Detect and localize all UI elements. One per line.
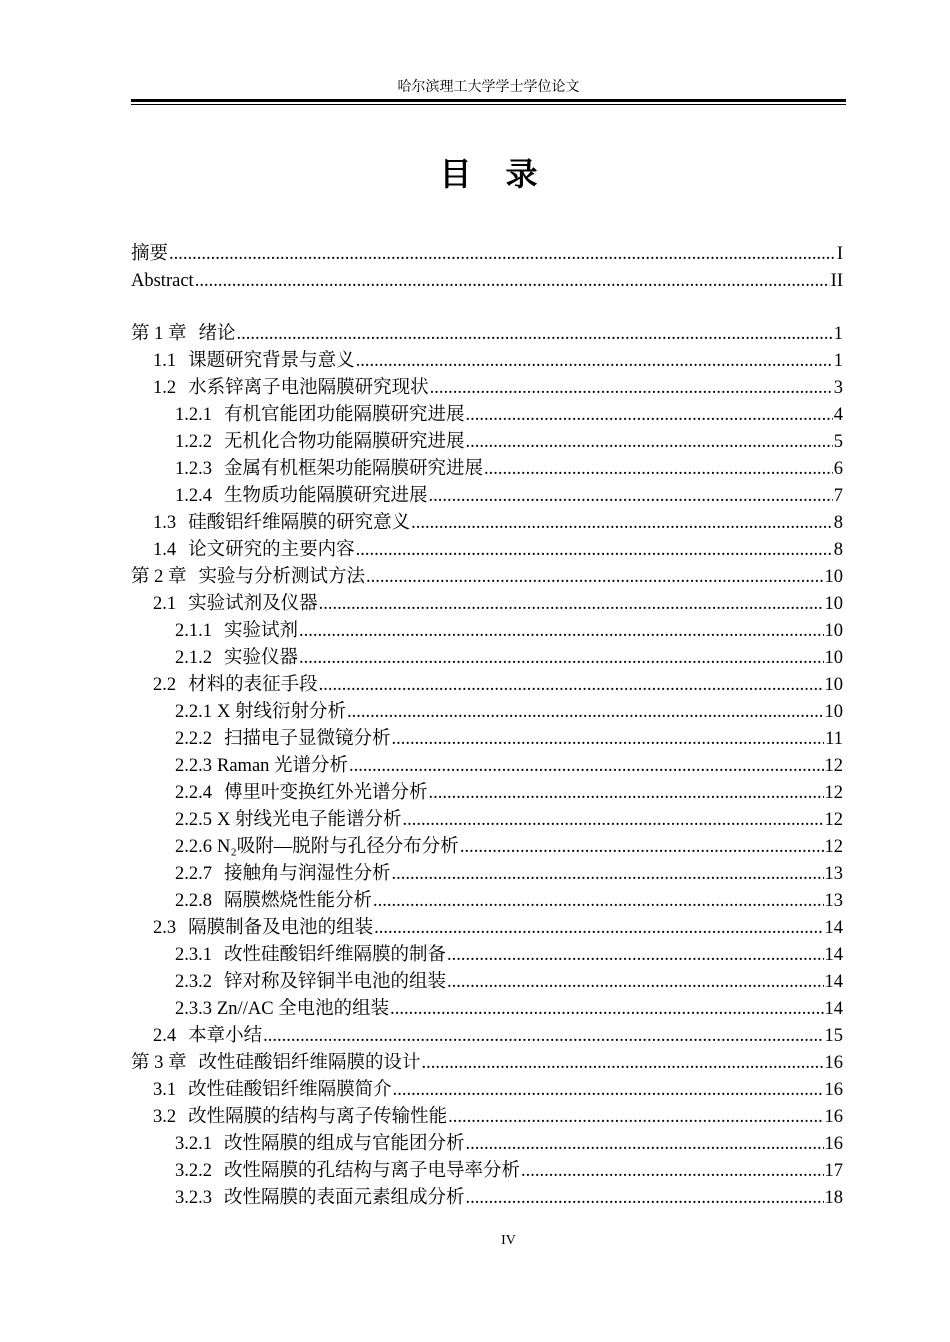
toc-entry[interactable]: [131, 321, 843, 348]
toc-entry-text: [175, 429, 465, 456]
toc-entry-label: 改性硅酸铝纤维隔膜简介: [188, 1080, 392, 1100]
toc-entry-page: I: [836, 244, 843, 264]
toc-entry-number: 2.2: [153, 675, 177, 695]
toc-entry-text: [175, 834, 459, 861]
toc-entry-page: 14: [824, 945, 843, 965]
toc-entry-page: 10: [824, 594, 843, 614]
toc-entry-page: 10: [824, 675, 843, 695]
toc-entry-text: [175, 1158, 520, 1185]
toc-entry-number: 1.3: [153, 513, 177, 533]
toc-entry[interactable]: [131, 483, 843, 510]
toc-entry[interactable]: [131, 375, 843, 402]
toc-entry-text: [175, 726, 391, 753]
toc-entry-label: 摘要: [131, 244, 169, 264]
toc-entry-label: 改性隔膜的表面元素组成分析: [224, 1188, 465, 1208]
toc-entry[interactable]: [131, 726, 843, 753]
toc-entry[interactable]: [131, 1104, 843, 1131]
toc-entry-label: X 射线衍射分析: [217, 702, 346, 722]
toc-entry-number: 1.1: [153, 351, 177, 371]
toc-entry-text: [175, 456, 483, 483]
toc-entry-number: 2.3.2: [175, 972, 212, 992]
toc-dot-leader: [366, 564, 823, 591]
toc-entry-text: [131, 564, 365, 591]
toc-dot-leader: [319, 672, 824, 699]
toc-entry-text: [153, 348, 355, 375]
toc-entry-page: 18: [824, 1188, 843, 1208]
toc-entry-page: 16: [824, 1134, 843, 1154]
toc-entry-label: 无机化合物功能隔膜研究进展: [224, 432, 465, 452]
toc-entry-label: 本章小结: [188, 1026, 263, 1046]
toc-entry-number: 2.3.1: [175, 945, 212, 965]
toc-entry[interactable]: [131, 1185, 843, 1212]
toc-dot-leader: [299, 645, 823, 672]
toc-dot-leader: [390, 996, 823, 1023]
toc-entry-label: 傅里叶变换红外光谱分析: [224, 783, 428, 803]
toc-entry[interactable]: [131, 888, 843, 915]
table-of-contents: [131, 241, 843, 1212]
toc-entry-page: 5: [833, 432, 843, 452]
toc-entry-text: [153, 510, 410, 537]
toc-entry-text: [175, 996, 389, 1023]
toc-entry-text: [175, 1131, 465, 1158]
toc-entry-label: 改性隔膜的孔结构与离子电导率分析: [224, 1161, 521, 1181]
toc-entry-label: 隔膜制备及电池的组装: [188, 918, 374, 938]
toc-entry-text: [175, 402, 465, 429]
toc-entry-label: 接触角与润湿性分析: [224, 864, 391, 884]
toc-entry-page: 16: [824, 1107, 843, 1127]
toc-entry-page: 7: [833, 486, 843, 506]
toc-entry-text: [175, 483, 428, 510]
toc-entry-text: [175, 753, 348, 780]
toc-entry-page: 8: [833, 540, 843, 560]
toc-dot-leader: [466, 429, 833, 456]
toc-dot-leader: [393, 1077, 824, 1104]
toc-dot-leader: [429, 483, 833, 510]
toc-entry-page: 13: [824, 891, 843, 911]
toc-entry[interactable]: [131, 672, 843, 699]
toc-entry[interactable]: [131, 1023, 843, 1050]
toc-entry-page: 3: [833, 378, 843, 398]
toc-entry-number: 2.2.3: [175, 756, 212, 776]
toc-entry-number: 3.2.3: [175, 1188, 212, 1208]
toc-entry[interactable]: [131, 348, 843, 375]
toc-dot-leader: [392, 726, 825, 753]
toc-entry-label: 金属有机框架功能隔膜研究进展: [224, 459, 484, 479]
toc-entry-page: 12: [824, 756, 843, 776]
toc-entry-text: [175, 942, 446, 969]
toc-entry-label: 论文研究的主要内容: [188, 540, 355, 560]
toc-entry-label: 改性硅酸铝纤维隔膜的制备: [224, 945, 447, 965]
toc-dot-leader: [169, 241, 836, 268]
toc-entry-text: [153, 672, 318, 699]
toc-entry-text: [175, 969, 446, 996]
toc-entry-number: 3.2.1: [175, 1134, 212, 1154]
toc-entry-page: 16: [824, 1080, 843, 1100]
toc-entry-number: 2.2.8: [175, 891, 212, 911]
toc-entry-text: [175, 888, 372, 915]
toc-entry-number: 2.2.5: [175, 810, 212, 830]
toc-entry-number: 2.3.3: [175, 999, 212, 1019]
toc-dot-leader: [460, 834, 824, 861]
toc-dot-leader: [356, 348, 833, 375]
toc-entry[interactable]: [131, 699, 843, 726]
toc-entry-page: 12: [824, 810, 843, 830]
toc-entry-page: 10: [824, 567, 843, 587]
toc-dot-leader: [521, 1158, 823, 1185]
toc-entry-number: 第 2 章: [131, 567, 187, 587]
toc-entry-label: 改性隔膜的组成与官能团分析: [224, 1134, 465, 1154]
toc-entry-number: 2.1.1: [175, 621, 212, 641]
toc-entry-page: 11: [825, 729, 843, 749]
toc-dot-leader: [447, 969, 823, 996]
toc-entry-text: [153, 375, 429, 402]
toc-entry-page: 14: [824, 972, 843, 992]
toc-dot-leader: [484, 456, 833, 483]
toc-entry-text: [175, 645, 298, 672]
toc-entry-label: Raman 光谱分析: [217, 756, 349, 776]
toc-entry[interactable]: [131, 268, 843, 295]
toc-entry[interactable]: [131, 618, 843, 645]
toc-entry-number: 第 3 章: [131, 1053, 187, 1073]
toc-entry[interactable]: [131, 807, 843, 834]
toc-entry-label: 扫描电子显微镜分析: [224, 729, 391, 749]
toc-entry-label: 生物质功能隔膜研究进展: [224, 486, 428, 506]
toc-entry-number: 2.2.7: [175, 864, 212, 884]
toc-entry-page: 12: [824, 783, 843, 803]
toc-entry-label: 水系锌离子电池隔膜研究现状: [188, 378, 429, 398]
toc-entry-page: 15: [824, 1026, 843, 1046]
toc-dot-leader: [347, 699, 824, 726]
toc-entry[interactable]: [131, 456, 843, 483]
toc-entry-text: [153, 537, 355, 564]
toc-entry-text: [131, 321, 236, 348]
toc-entry-number: 3.1: [153, 1080, 177, 1100]
toc-entry-page: 12: [824, 837, 843, 857]
toc-entry[interactable]: [131, 834, 843, 861]
toc-entry-page: 10: [824, 702, 843, 722]
toc-dot-leader: [403, 807, 824, 834]
toc-entry-number: 2.1: [153, 594, 177, 614]
toc-entry-number: 1.2.4: [175, 486, 212, 506]
toc-dot-leader: [349, 753, 823, 780]
toc-entry[interactable]: [131, 241, 843, 268]
toc-entry-number: 1.2.3: [175, 459, 212, 479]
toc-title: 目录: [439, 155, 572, 193]
toc-entry-text: [175, 807, 402, 834]
toc-entry-page: 4: [833, 405, 843, 425]
toc-dot-leader: [466, 1131, 824, 1158]
toc-entry-page: 8: [833, 513, 843, 533]
toc-entry-text: [153, 1077, 392, 1104]
toc-entry[interactable]: [131, 1077, 843, 1104]
toc-entry-label: 课题研究背景与意义: [188, 351, 355, 371]
toc-entry[interactable]: [131, 402, 843, 429]
toc-entry-page: 10: [824, 621, 843, 641]
toc-entry-label: 隔膜燃烧性能分析: [224, 891, 373, 911]
toc-dot-leader: [319, 591, 824, 618]
toc-entry-page: 1: [833, 351, 843, 371]
toc-entry[interactable]: [131, 969, 843, 996]
toc-entry[interactable]: [131, 537, 843, 564]
toc-entry-page: 14: [824, 918, 843, 938]
toc-entry-text: [131, 268, 194, 295]
toc-entry-label: 改性硅酸铝纤维隔膜的设计: [198, 1053, 421, 1073]
toc-entry-label: 有机官能团功能隔膜研究进展: [224, 405, 465, 425]
toc-entry[interactable]: [131, 429, 843, 456]
running-header: 哈尔滨理工大学学士学位论文: [397, 80, 580, 95]
toc-entry-page: 17: [824, 1161, 843, 1181]
toc-entry[interactable]: [131, 915, 843, 942]
toc-entry-label: Abstract: [131, 271, 194, 291]
toc-entry-number: 2.1.2: [175, 648, 212, 668]
toc-dot-leader: [429, 780, 824, 807]
toc-dot-leader: [466, 1185, 824, 1212]
toc-entry-text: [153, 1104, 447, 1131]
toc-entry-label: 锌对称及锌铜半电池的组装: [224, 972, 447, 992]
toc-entry-text: [175, 780, 428, 807]
toc-entry-page: 1: [833, 324, 843, 344]
toc-entry-label: 材料的表征手段: [188, 675, 318, 695]
toc-entry[interactable]: [131, 645, 843, 672]
toc-entry-page: 16: [824, 1053, 843, 1073]
toc-entry-number: 2.2.2: [175, 729, 212, 749]
toc-dot-leader: [430, 375, 833, 402]
toc-entry-text: [153, 1023, 262, 1050]
toc-entry-number: 1.2: [153, 378, 177, 398]
toc-entry[interactable]: [131, 753, 843, 780]
toc-entry[interactable]: [131, 564, 843, 591]
toc-entry-text: [175, 699, 346, 726]
header-rule-thick: [131, 99, 846, 102]
toc-entry-number: 2.4: [153, 1026, 177, 1046]
toc-entry-label: 实验与分析测试方法: [198, 567, 366, 587]
toc-entry-number: 2.2.6: [175, 837, 212, 857]
toc-entry-number: 2.3: [153, 918, 177, 938]
toc-entry-page: 13: [824, 864, 843, 884]
toc-entry-label: 实验试剂及仪器: [188, 594, 318, 614]
toc-entry-page: 6: [833, 459, 843, 479]
toc-entry-text: [175, 618, 298, 645]
toc-dot-leader: [374, 915, 823, 942]
toc-entry-label: 改性隔膜的结构与离子传输性能: [188, 1107, 448, 1127]
toc-entry[interactable]: [131, 996, 843, 1023]
toc-entry-page: II: [830, 271, 843, 291]
toc-entry-text: [175, 861, 391, 888]
toc-entry[interactable]: [131, 942, 843, 969]
toc-entry[interactable]: [131, 591, 843, 618]
toc-entry[interactable]: [131, 1158, 843, 1185]
toc-dot-leader: [466, 402, 833, 429]
toc-dot-leader: [263, 1023, 823, 1050]
toc-dot-leader: [373, 888, 823, 915]
toc-entry-label: 实验试剂: [224, 621, 299, 641]
toc-entry-label: 实验仪器: [224, 648, 299, 668]
toc-entry-number: 2.2.4: [175, 783, 212, 803]
header-rule-thin: [131, 104, 846, 105]
toc-entry-label: 硅酸铝纤维隔膜的研究意义: [188, 513, 411, 533]
toc-entry-label: X 射线光电子能谱分析: [217, 810, 402, 830]
toc-dot-leader: [237, 321, 833, 348]
toc-entry-text: [153, 591, 318, 618]
toc-entry[interactable]: [131, 1131, 843, 1158]
toc-dot-leader: [195, 268, 830, 295]
toc-dot-leader: [422, 1050, 824, 1077]
toc-entry[interactable]: [131, 510, 843, 537]
toc-entry-number: 2.2.1: [175, 702, 212, 722]
toc-entry-number: 第 1 章: [131, 324, 187, 344]
toc-entry-text: [131, 1050, 421, 1077]
toc-dot-leader: [411, 510, 833, 537]
toc-dot-leader: [448, 1104, 823, 1131]
toc-entry-label: Zn//AC 全电池的组装: [217, 999, 390, 1019]
toc-entry-text: [175, 1185, 465, 1212]
toc-entry-page: 14: [824, 999, 843, 1019]
toc-entry[interactable]: [131, 780, 843, 807]
toc-entry[interactable]: [131, 861, 843, 888]
toc-entry-number: 1.2.1: [175, 405, 212, 425]
toc-dot-leader: [392, 861, 824, 888]
toc-entry-number: 1.4: [153, 540, 177, 560]
toc-entry-label: 绪论: [198, 324, 236, 344]
toc-dot-leader: [356, 537, 833, 564]
toc-entry-number: 1.2.2: [175, 432, 212, 452]
toc-entry-text: [131, 241, 168, 268]
toc-entry-number: 3.2.2: [175, 1161, 212, 1181]
toc-dot-leader: [447, 942, 823, 969]
toc-dot-leader: [299, 618, 823, 645]
toc-entry-page: 10: [824, 648, 843, 668]
toc-entry-text: [153, 915, 373, 942]
toc-entry[interactable]: [131, 1050, 843, 1077]
toc-entry-number: 3.2: [153, 1107, 177, 1127]
toc-entry-label: N₂吸附—脱附与孔径分布分析: [217, 837, 459, 857]
page-number: IV: [501, 1233, 516, 1248]
